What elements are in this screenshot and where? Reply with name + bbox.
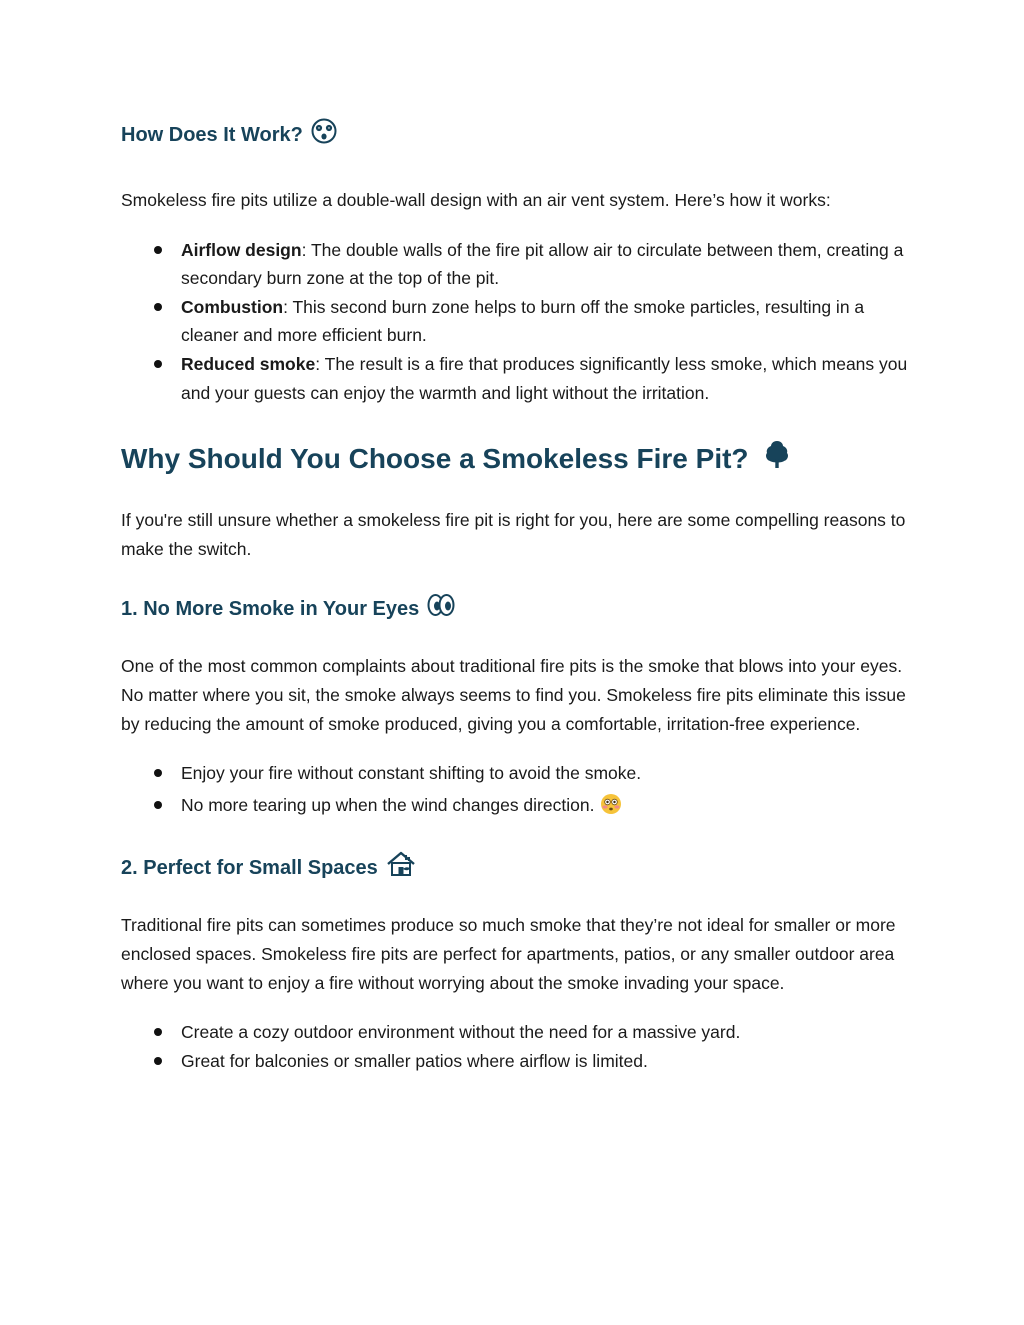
list-item-text: Create a cozy outdoor environment without the need for a massive yard. (181, 1022, 741, 1043)
list-item-text: : This second burn zone helps to burn off the smoke particles, resulting in a cleaner and more efficient burn. (181, 296, 865, 346)
list-item (121, 1047, 911, 1076)
house-icon (386, 851, 416, 885)
list-item-term: Airflow design (181, 239, 302, 260)
list-item-text: Great for balconies or smaller patios where airflow is limited. (181, 1050, 648, 1071)
flushed-face-icon (600, 793, 622, 824)
subsection2-body: Traditional fire pits can sometimes produce so much smoke that they’re not ideal for smaller or more enclosed spaces. Smokeless fire pits are perfect for apartments, patios, or any smaller outdoor area where you want to enjoy a fire without worrying about the smoke invading your space. (121, 915, 896, 993)
list-item-text: Enjoy your fire without constant shifting to avoid the smoke. (181, 763, 642, 784)
list-item-term: Reduced smoke (181, 353, 316, 374)
list-item-text: : The result is a fire that produces significantly less smoke, which means you and your guests can enjoy the warmth and light without the irritation. (181, 353, 908, 403)
list-item (121, 759, 911, 788)
list-item-text: : The double walls of the fire pit allow air to circulate between them, creating a secondary burn zone at the top of the pit. (181, 239, 904, 289)
heading-text: Why Should You Choose a Smokeless Fire Pit? (121, 442, 749, 474)
dizzy-face-icon (311, 118, 337, 152)
heading-text: 1. No More Smoke in Your Eyes (121, 598, 420, 621)
section1-list (121, 236, 911, 408)
tree-icon (763, 439, 791, 478)
subsection2-list (121, 1018, 911, 1075)
heading-text: 2. Perfect for Small Spaces (121, 857, 378, 880)
subsection1-body: One of the most common complaints about traditional fire pits is the smoke that blows into your eyes. No matter where you sit, the smoke always seems to find you. Smokeless fire pits eliminate this issue by reducing the amount of smoke produced, giving you a comfortable, irritation-free experience. (121, 656, 906, 734)
list-item-term: Combustion (181, 296, 284, 317)
section1-intro: Smokeless fire pits utilize a double-wall design with an air vent system. Here’s how it works: (121, 190, 831, 210)
perfect-small-spaces-heading (121, 851, 911, 885)
list-item (121, 791, 911, 824)
no-more-smoke-heading (121, 593, 911, 625)
how-does-it-work-heading (121, 118, 911, 152)
list-item (121, 350, 911, 407)
eyes-icon (427, 593, 455, 625)
document-content (121, 118, 911, 1075)
list-item (121, 293, 911, 350)
subsection1-list (121, 759, 911, 823)
list-item-text: No more tearing up when the wind changes direction. (181, 794, 595, 815)
why-choose-heading (121, 439, 911, 478)
list-item (121, 236, 911, 293)
section2-intro: If you're still unsure whether a smokeless fire pit is right for you, here are some compelling reasons to make the switch. (121, 510, 906, 559)
heading-text: How Does It Work? (121, 124, 303, 146)
list-item (121, 1018, 911, 1047)
